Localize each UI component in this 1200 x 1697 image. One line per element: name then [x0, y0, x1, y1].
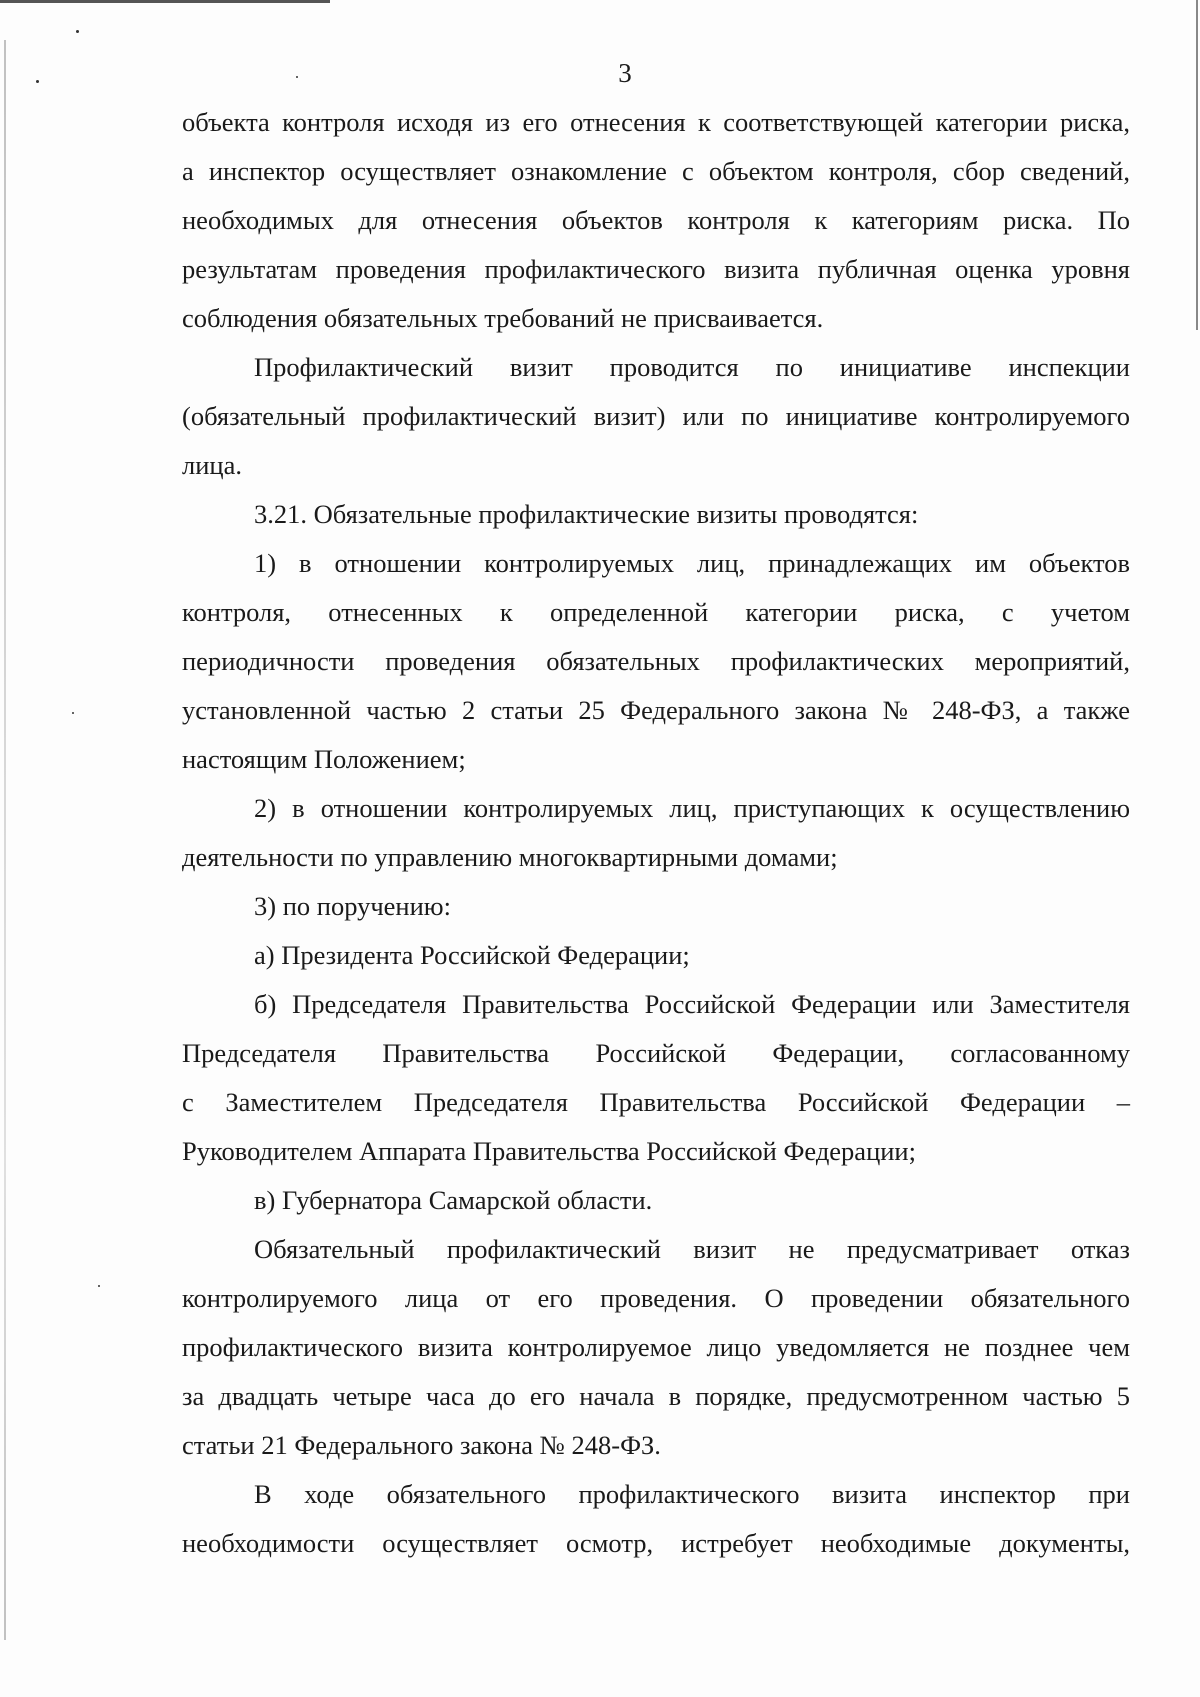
text-line: 1) в отношении контролируемых лиц, принадлежащих им объектов [254, 548, 1130, 578]
text-line: а) Президента Российской Федерации; [254, 940, 690, 970]
text-line: контроля, отнесенных к определенной категории риска, с учетом [182, 597, 1130, 627]
paragraph-5 [182, 784, 1130, 882]
document-body [182, 98, 1130, 1568]
text-line: за двадцать четыре часа до его начала в порядке, предусмотренном частью 5 [182, 1381, 1130, 1411]
text-line: результатам проведения профилактического визита публичная оценка уровня [182, 254, 1130, 284]
scan-artifact-right-edge [1196, 0, 1198, 330]
paragraph-9 [182, 1176, 1130, 1225]
text-line: В ходе обязательного профилактического визита инспектор при [254, 1479, 1130, 1509]
text-line: периодичности проведения обязательных профилактических мероприятий, [182, 646, 1130, 676]
text-line: профилактического визита контролируемое лицо уведомляется не позднее чем [182, 1332, 1130, 1362]
text-line: установленной частью 2 статьи 25 Федерального закона № 248-ФЗ, а также [182, 695, 1130, 725]
scan-artifact-top-line [0, 0, 330, 3]
paragraph-2 [182, 343, 1130, 490]
text-line: 2) в отношении контролируемых лиц, приступающих к осуществлению [254, 793, 1130, 823]
text-line: настоящим Положением; [182, 744, 466, 774]
text-line: 3.21. Обязательные профилактические визиты проводятся: [254, 499, 919, 529]
text-line: в) Губернатора Самарской области. [254, 1185, 653, 1215]
text-line: (обязательный профилактический визит) или по инициативе контролируемого [182, 401, 1130, 431]
text-line: объекта контроля исходя из его отнесения к соответствующей категории риска, [182, 107, 1130, 137]
paragraph-10 [182, 1225, 1130, 1470]
text-line: с Заместителем Председателя Правительства Российской Федерации – [182, 1087, 1130, 1117]
paragraph-7 [182, 931, 1130, 980]
scan-speck [76, 30, 79, 33]
paragraph-1 [182, 98, 1130, 343]
text-line: Председателя Правительства Российской Федерации, согласованному [182, 1038, 1130, 1068]
page-number: 3 [618, 58, 632, 88]
paragraph-6 [182, 882, 1130, 931]
scan-artifact-left-edge [4, 40, 6, 1640]
paragraph-8 [182, 980, 1130, 1176]
scan-speck [72, 712, 74, 714]
text-line: необходимости осуществляет осмотр, истребует необходимые документы, [182, 1528, 1130, 1558]
text-line: контролируемого лица от его проведения. О проведении обязательного [182, 1283, 1130, 1313]
paragraph-11 [182, 1470, 1130, 1568]
text-line: Обязательный профилактический визит не предусматривает отказ [254, 1234, 1130, 1264]
text-line: Руководителем Аппарата Правительства Российской Федерации; [182, 1136, 916, 1166]
text-line: необходимых для отнесения объектов контроля к категориям риска. По [182, 205, 1130, 235]
text-line: б) Председателя Правительства Российской Федерации или Заместителя [254, 989, 1130, 1019]
text-line: статьи 21 Федерального закона № 248-ФЗ. [182, 1430, 661, 1460]
text-line: лица. [182, 450, 242, 480]
paragraph-3 [182, 490, 1130, 539]
paragraph-4 [182, 539, 1130, 784]
text-line: соблюдения обязательных требований не присваивается. [182, 303, 824, 333]
text-line: деятельности по управлению многоквартирными домами; [182, 842, 838, 872]
scan-speck [98, 1285, 100, 1287]
text-line: 3) по поручению: [254, 891, 451, 921]
text-line: Профилактический визит проводится по инициативе инспекции [254, 352, 1130, 382]
text-line: а инспектор осуществляет ознакомление с объектом контроля, сбор сведений, [182, 156, 1130, 186]
